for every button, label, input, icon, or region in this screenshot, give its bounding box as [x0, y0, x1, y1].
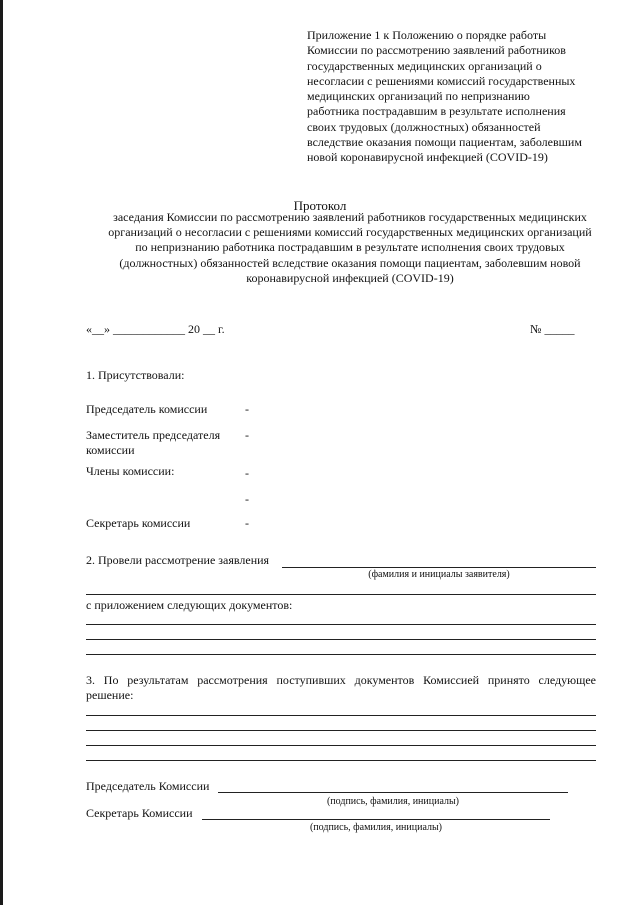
appendix-line: Приложение 1 к Положению о порядке работы — [307, 28, 547, 42]
subtitle-line: заседания Комиссии по рассмотрению заявлений работников государственных медицинских — [113, 210, 587, 224]
chairman-label: Председатель комиссии — [86, 402, 208, 416]
protocol-number-field[interactable]: № _____ — [530, 322, 575, 336]
attachments-line-2[interactable] — [86, 639, 596, 640]
section3-text-line1: 3. По результатам рассмотрения поступивших документов Комиссией принято следующее — [86, 673, 596, 687]
subtitle-line: по непризнанию работника пострадавшим в результате исполнения своих трудовых — [135, 240, 565, 255]
subtitle-line: коронавирусной инфекцией (COVID-19) — [246, 270, 454, 285]
attachments-label: с приложением следующих документов: — [86, 598, 293, 612]
scan-edge — [0, 0, 3, 905]
appendix-line: новой коронавирусной инфекцией (COVID-19) — [307, 150, 548, 165]
appendix-line: работника пострадавшим в результате исполнения — [307, 104, 566, 119]
appendix-line: медицинских организаций по непризнанию — [307, 89, 530, 104]
chairman-signature-label: Председатель Комиссии — [86, 779, 210, 793]
applicant-caption: (фамилия и инициалы заявителя) — [368, 569, 510, 580]
appendix-line: своих трудовых (должностных) обязанностей — [307, 119, 541, 134]
appendix-line: вследствие оказания помощи пациентам, заболевшим — [307, 135, 582, 150]
applicant-name-line[interactable] — [282, 567, 596, 568]
secretary-label: Секретарь комиссии — [86, 516, 191, 530]
date-field[interactable]: «__» ____________ 20 __ г. — [86, 322, 225, 336]
chairman-signature-caption: (подпись, фамилия, инициалы) — [326, 796, 460, 807]
chairman-signature-line[interactable] — [218, 792, 568, 793]
section1-heading: 1. Присутствовали: — [86, 368, 185, 382]
appendix-line: Комиссии по рассмотрению заявлений работников — [307, 43, 566, 58]
subtitle-line: (должностных) обязанностей вследствие оказания помощи пациентам, заболевшим новой — [119, 255, 581, 270]
secretary-signature-caption: (подпись, фамилия, инициалы) — [309, 822, 443, 833]
attachments-line-3[interactable] — [86, 654, 596, 655]
deputy-label-line: Заместитель председателя — [86, 428, 221, 442]
decision-line-4[interactable] — [86, 760, 596, 761]
attachments-line-1[interactable] — [86, 624, 596, 625]
decision-line-2[interactable] — [86, 730, 596, 731]
appendix-note — [307, 28, 607, 166]
secretary-dash: - — [245, 516, 249, 530]
document-title: Протокол — [293, 198, 347, 213]
appendix-line: государственных медицинских организаций о — [307, 58, 542, 73]
decision-line-1[interactable] — [86, 715, 596, 716]
member-dash-2: - — [245, 492, 249, 506]
deputy-label-line: комиссии — [86, 443, 135, 457]
section2-heading: 2. Провели рассмотрение заявления — [86, 553, 270, 567]
subtitle-line: организаций о несогласии с решениями комиссий государственных медицинских организаций — [108, 225, 592, 240]
decision-line-3[interactable] — [86, 745, 596, 746]
secretary-signature-label: Секретарь Комиссии — [86, 806, 193, 820]
member-dash-1: - — [245, 466, 249, 480]
deputy-dash: - — [245, 428, 249, 442]
deputy-label — [86, 428, 220, 458]
members-label: Члены комиссии: — [86, 464, 175, 478]
section3-text-line2: решение: — [86, 688, 134, 702]
applicant-extra-line[interactable] — [86, 594, 596, 595]
document-subtitle — [80, 210, 620, 286]
chairman-dash: - — [245, 402, 249, 416]
appendix-line: несогласии с решениями комиссий государственных — [307, 73, 576, 88]
secretary-signature-line[interactable] — [202, 819, 550, 820]
